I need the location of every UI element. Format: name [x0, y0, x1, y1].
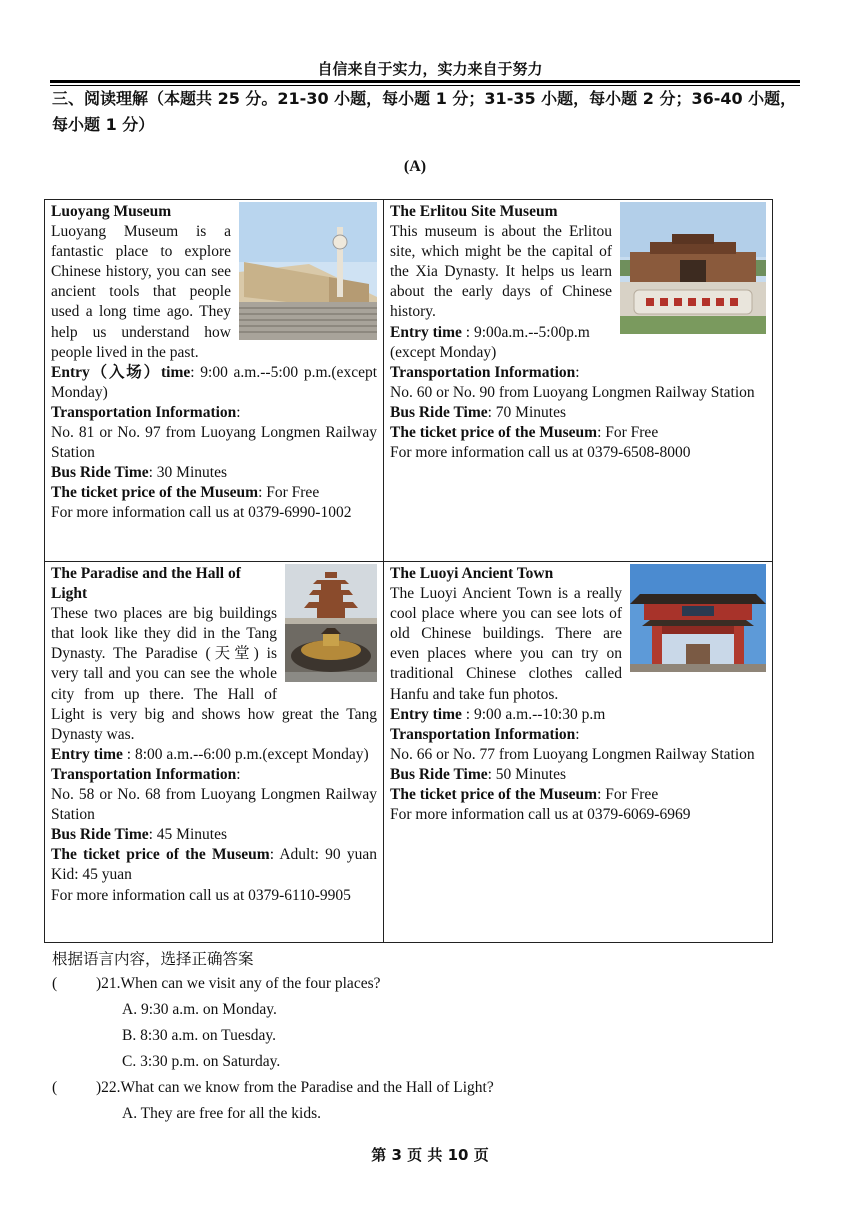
transport-value: No. 81 or No. 97 from Luoyang Longmen Railway Station	[51, 424, 377, 462]
ticket-price-label: The ticket price of the Museum	[390, 786, 598, 804]
ticket-price-line	[390, 423, 766, 443]
answer-blank[interactable]: (	[52, 1079, 58, 1096]
place-title: Luoyang Museum	[51, 203, 172, 220]
contact-info: For more information call us at 0379-6069-6969	[390, 806, 691, 824]
option-21-c: C. 3:30 p.m. on Saturday.	[122, 1053, 281, 1070]
part-label: (A)	[403, 158, 427, 175]
entry-time-value: : 8:00 a.m.--6:00 p.m.(except Monday)	[122, 745, 369, 763]
place-description: This museum is about the Erlitou site, which might be the capital of the Xia Dynasty. It helps us learn about the early days of Chinese history.	[390, 223, 612, 321]
ticket-price-line	[51, 845, 377, 885]
places-table	[44, 199, 773, 943]
ticket-price-line	[390, 785, 766, 805]
bus-ride-label: Bus Ride Time	[390, 765, 488, 783]
entry-time-label: Entry time	[390, 323, 462, 341]
place-description: These two places are big buildings that look like they did in the Tang Dynasty. The Paradise (天堂) is very tall and you can see the whole city from up there. The Hall of Light is very big and shows how great the Tang Dynasty was.	[51, 605, 377, 743]
option-22-a: A. They are free for all the kids.	[122, 1105, 321, 1122]
place-cell-paradise-hall	[45, 562, 384, 942]
ticket-price-label: The ticket price of the Museum	[51, 484, 259, 502]
transport-value: No. 58 or No. 68 from Luoyang Longmen Railway Station	[51, 786, 377, 824]
entry-time-line	[51, 363, 377, 403]
bus-ride-label: Bus Ride Time	[390, 403, 488, 421]
transport-label-line: Transportation Information:	[51, 765, 241, 783]
entry-time-line	[390, 705, 766, 725]
bus-ride-line	[51, 463, 377, 483]
contact-info: For more information call us at 0379-6990-1002	[51, 504, 352, 522]
question-text: )22.What can we know from the Paradise and the Hall of Light?	[96, 1079, 494, 1096]
contact-info: For more information call us at 0379-6508-8000	[390, 444, 691, 462]
question-text: )21.When can we visit any of the four places?	[96, 975, 381, 992]
transport-label-line: Transportation Information:	[51, 403, 241, 421]
bus-ride-line	[390, 765, 766, 785]
ticket-price-value: : Adult: 90 yuan Kid: 45 yuan	[51, 846, 377, 884]
transport-label-line: Transportation Information:	[390, 725, 580, 743]
place-cell-erlitou-museum	[384, 200, 772, 562]
question-21	[52, 975, 381, 993]
place-description: The Luoyi Ancient Town is a really cool place where you can see lots of old Chinese buildings. There are even places where you can try on traditional Chinese clothes called Hanfu and take fun photos.	[390, 585, 622, 703]
contact-info: For more information call us at 0379-6110-9905	[51, 886, 351, 904]
ticket-price-value: : For Free	[597, 424, 659, 442]
transport-value: No. 66 or No. 77 from Luoyang Longmen Railway Station	[390, 745, 755, 763]
option-21-b: B. 8:30 a.m. on Tuesday.	[122, 1027, 277, 1044]
section-title: 三、阅读理解（本题共 25 分。21-30 小题，每小题 1 分；31-35 小题，每小题 2 分；36-40 小题，每小题 1 分）	[52, 89, 797, 134]
option-21-a: A. 9:30 a.m. on Monday.	[122, 1001, 277, 1018]
paradise-hall-photo	[285, 564, 377, 682]
place-title: The Erlitou Site Museum	[390, 203, 558, 220]
bus-ride-value: : 45 Minutes	[148, 826, 227, 844]
bus-ride-line	[390, 403, 766, 423]
bus-ride-line	[51, 825, 377, 845]
transport-label: Transportation Information	[390, 363, 576, 381]
place-title: The Luoyi Ancient Town	[390, 565, 554, 582]
entry-time-label: Entry time	[51, 745, 123, 763]
header-rule-thick	[50, 80, 800, 83]
bus-ride-value: : 70 Minutes	[487, 403, 566, 421]
question-22	[52, 1079, 494, 1097]
entry-time-line	[51, 745, 377, 765]
ticket-price-value: : For Free	[597, 786, 659, 804]
place-title: The Paradise and the Hall of Light	[51, 565, 241, 603]
transport-label: Transportation Information	[51, 765, 237, 783]
bus-ride-label: Bus Ride Time	[51, 826, 149, 844]
erlitou-museum-photo	[620, 202, 766, 334]
transport-label: Transportation Information	[51, 403, 237, 421]
ticket-price-label: The ticket price of the Museum	[390, 424, 598, 442]
ticket-price-label: The ticket price of the Museum	[51, 846, 270, 864]
entry-time-label: Entry（入场）time	[51, 363, 191, 381]
ticket-price-line	[51, 483, 377, 503]
entry-time-label: Entry time	[390, 705, 462, 723]
luoyang-museum-photo	[239, 202, 377, 340]
ticket-price-value: : For Free	[258, 484, 320, 502]
bus-ride-label: Bus Ride Time	[51, 464, 149, 482]
luoyi-town-photo	[630, 564, 766, 672]
transport-value: No. 60 or No. 90 from Luoyang Longmen Railway Station	[390, 383, 755, 401]
page-footer: 第 3 页 共 10 页	[371, 1146, 489, 1164]
transport-label: Transportation Information	[390, 725, 576, 743]
entry-time-value: : 9:00 a.m.--5:00 p.m.(except Monday)	[51, 363, 378, 401]
entry-time-value: : 9:00a.m.--5:00p.m (except Monday)	[390, 323, 590, 361]
place-cell-luoyi-town	[384, 562, 772, 942]
bus-ride-value: : 30 Minutes	[148, 464, 227, 482]
entry-time-value: : 9:00 a.m.--10:30 p.m	[461, 705, 606, 723]
answer-blank[interactable]: (	[52, 975, 58, 992]
place-description: Luoyang Museum is a fantastic place to explore Chinese history, you can see ancient tools that people used a long time ago. They help us understand how people lived in the past.	[51, 223, 231, 361]
transport-label-line: Transportation Information:	[390, 363, 580, 381]
place-cell-luoyang-museum	[45, 200, 384, 562]
bus-ride-value: : 50 Minutes	[487, 765, 566, 783]
instruction-text: 根据语言内容，选择正确答案	[52, 950, 254, 968]
page-header-motto: 自信来自于实力，实力来自于努力	[317, 60, 543, 78]
